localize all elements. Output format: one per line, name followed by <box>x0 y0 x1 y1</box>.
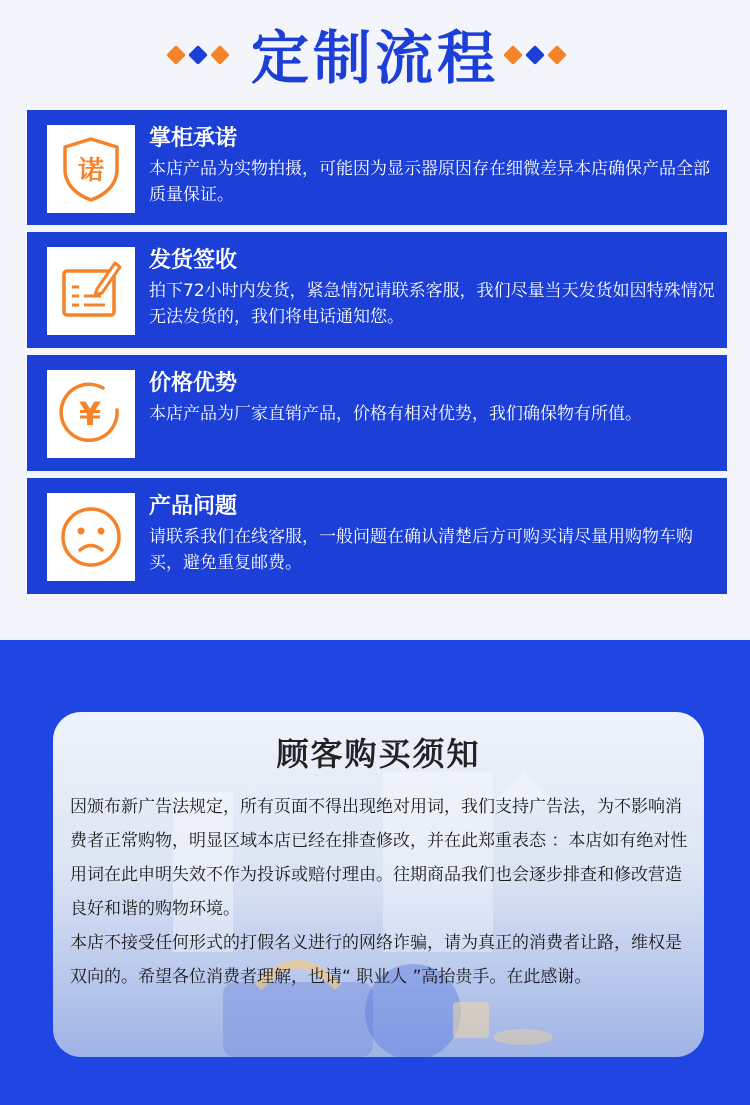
promise-description: 本店产品为实物拍摄，可能因为显示器原因存在细微差异本店确保产品全部质量保证。 <box>149 159 710 205</box>
product-issue-description: 请联系我们在线客服，一般问题在确认清楚后方可购买请尽量用购物车购买，避免重复邮费。 <box>149 527 693 573</box>
purchase-notice-panel <box>53 712 704 1057</box>
shield-promise-icon <box>57 135 125 203</box>
promise-glyph: 诺 <box>77 156 105 186</box>
right-decoration <box>500 45 580 65</box>
price-icon-box <box>47 370 135 458</box>
product-issue-title: 产品问题 <box>149 494 238 519</box>
notice-title: 顾客购买须知 <box>276 735 481 773</box>
product-issue-icon-box <box>47 493 135 581</box>
shipping-description: 拍下72小时内发货，紧急情况请联系客服，我们尽量当天发货如因特殊情况无法发货的，我们将电话通知您。 <box>149 281 715 327</box>
promise-icon-box <box>47 125 135 213</box>
promise-card <box>27 110 727 225</box>
document-sign-icon <box>57 257 125 325</box>
price-description: 本店产品为厂家直销产品，价格有相对优势，我们确保物有所值。 <box>149 404 642 424</box>
promise-title: 掌柜承诺 <box>149 126 238 151</box>
price-card <box>27 355 727 471</box>
left-decoration <box>163 45 243 65</box>
notice-paragraph: 因颁布新广告法规定，所有页面不得出现绝对用词，我们支持广告法，为不影响消费者正常购物，明显区域本店已经在排查修改，并在此郑重表态 ：本店如有绝对性用词在此申明失效不作为投诉或赔付理由。往期商品我们也会逐步排查和修改营造良好和谐的购物环境。 <box>70 797 688 919</box>
section-header <box>0 18 750 98</box>
notice-body <box>70 790 695 994</box>
price-title: 价格优势 <box>149 371 238 396</box>
notice-paragraph: 本店不接受任何形式的打假名义进行的网络诈骗，请为真正的消费者让路，维权是双向的。希望各位消费者理解，也请“ 职业人 ”高抬贵手。在此感谢。 <box>70 933 682 987</box>
shipping-card <box>27 232 727 348</box>
sad-face-icon <box>57 503 125 571</box>
product-issue-card <box>27 478 727 594</box>
shipping-title: 发货签收 <box>149 248 238 273</box>
shipping-icon-box <box>47 247 135 335</box>
yuan-icon <box>57 380 125 448</box>
page-title: 定制流程 <box>250 24 499 92</box>
yuan-glyph: ¥ <box>78 395 102 433</box>
